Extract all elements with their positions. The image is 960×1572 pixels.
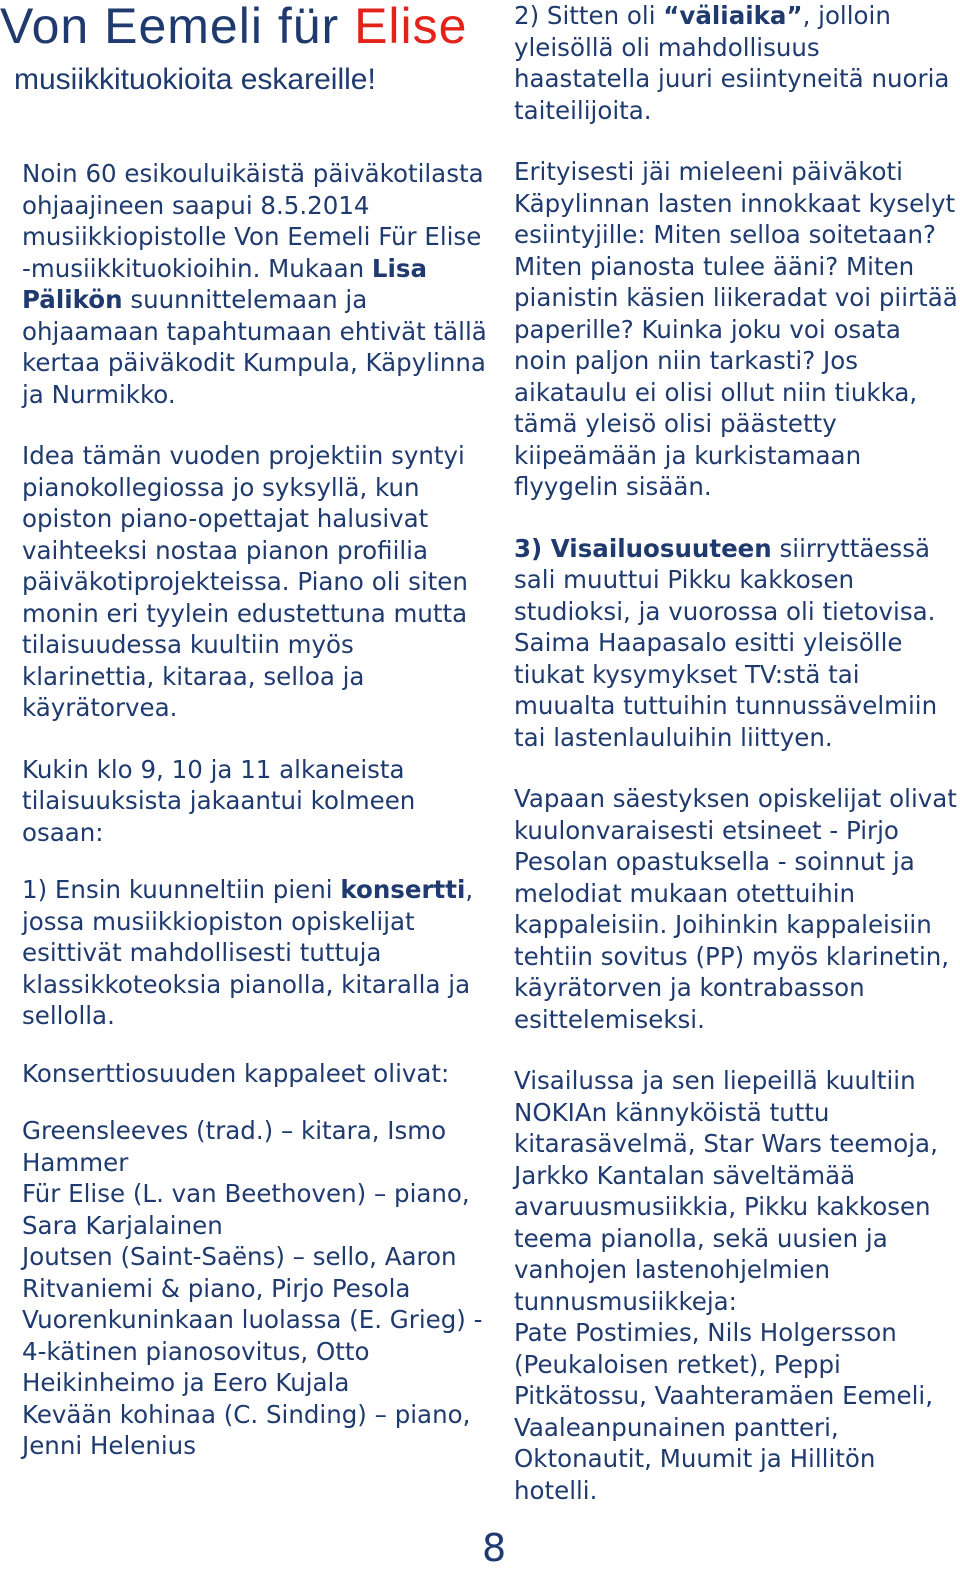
quiz-paragraph [514,533,960,754]
intro-text-a: Noin 60 esikouluikäistä päiväkotilasta ohjaajineen saapui 8.5.2014 musiikkiopistolle Von Eemeli Für Elise -musiikkituokioihin. Mukaan [22,159,484,283]
intro-bold-name: Lisa Pälikön [22,253,428,314]
intermission-text-b: , jolloin yleisöllä oli mahdollisuus haastatella juuri esiintyneitä nuoria taiteilijoita. [514,1,950,125]
intermission-paragraph [514,0,960,126]
title-part-1: Von Eemeli für [0,0,355,54]
concert-bold: konsertti [340,875,466,904]
piece-item: Vuorenkuninkaan luolassa (E. Grieg) - 4-kätinen pianosovitus, Otto Heikinheimo ja Eero Kujala [22,1305,483,1397]
subtitle: musiikkituokioita eskareille! [14,63,376,96]
piece-item: Kevään kohinaa (C. Sinding) – piano, Jenni Helenius [22,1399,471,1460]
piece-item: Joutsen (Saint-Saëns) – sello, Aaron Ritvaniemi & piano, Pirjo Pesola [22,1242,457,1303]
page-title [0,0,467,52]
idea-paragraph: Idea tämän vuoden projektiin syntyi pianokollegiossa jo syksyllä, kun opiston piano-opettajat halusivat vaihteeksi nostaa pianon profiilia päiväkotiprojekteissa. Piano oli siten monin eri tyylein edustettuna mutta tilaisuudessa kuultiin myös klarinettia, kitaraa, selloa ja käyrätorvea. [22,441,468,722]
questions-paragraph: Erityisesti jäi mieleeni päiväkoti Käpylinnan lasten innokkaat kyselyt esiintyjille: Miten selloa soitetaan? Miten pianosta tulee ääni? Miten pianistin käsien liikeradat voi piirtää paperille? Kuinka joku voi osata noin paljon niin tarkasti? Jos aikataulu ei olisi ollut niin tiukka, tämä yleisö olisi päästetty kiipeämään ja kurkistamaan flyygelin sisään. [514,157,958,501]
pieces-heading: Konserttiosuuden kappaleet olivat: [22,1058,450,1088]
accompaniment-paragraph: Vapaan säestyksen opiskelijat olivat kuulonvaraisesti etsineet - Pirjo Pesolan opastuksella - soinnut ja melodiat mukaan otettuihin kappaleisiin. Joihinkin kappaleisiin tehtiin sovitus (PP) myös klarinetin, käyrätorven ja kontrabasson esittelemiseksi. [514,784,957,1034]
piece-item: Greensleeves (trad.) – kitara, Ismo Hammer [22,1116,447,1177]
page-number: 8 [482,1526,507,1570]
piece-item: Für Elise (L. van Beethoven) – piano, Sara Karjalainen [22,1179,470,1240]
quiz-text: siirryttäessä sali muuttui Pikku kakkosen studioksi, ja vuorossa oli tietovisa. Saima Haapasalo esitti yleisölle tiukat kysymykset TV:stä tai muualta tuttuihin tunnussävelmiin tai lastenlauluihin liittyen. [514,533,938,752]
right-column [514,0,960,1506]
concert-text-b: , jossa musiikkiopiston opiskelijat esittivät mahdollisesti tuttuja klassikkoteoksia pianolla, kitaralla ja sellolla. [22,875,474,1030]
intermission-text-a: 2) Sitten oli [514,1,664,30]
concert-paragraph [22,874,492,1032]
intro-paragraph [22,158,492,410]
title-part-2: Elise [354,0,468,54]
shows-paragraph: Pate Postimies, Nils Holgersson (Peukaloisen retket), Peppi Pitkätossu, Vaahteramäen Eemeli, Vaaleanpunainen pantteri, Oktonautit, Muumit ja Hillitön hotelli. [514,1318,933,1505]
quiz-bold: 3) Visailuosuuteen [514,533,772,563]
left-column [22,158,492,1462]
music-paragraph: Visailussa ja sen liepeillä kuultiin NOKIAn kännyköistä tuttu kitarasävelmä, Star Wars teemoja, Jarkko Kantalan säveltämää avaruusmusiikkia, Pikku kakkosen teema pianolla, sekä uusien ja vanhojen lastenohjelmien tunnusmusiikkeja: [514,1066,938,1316]
parts-paragraph: Kukin klo 9, 10 ja 11 alkaneista tilaisuuksista jakaantui kolmeen osaan: [22,754,416,847]
intro-text-b: suunnittelemaan ja ohjaamaan tapahtumaan ehtivät tällä kertaa päiväkodit Kumpula, Käpylinna ja Nurmikko. [22,285,487,409]
intermission-bold: “väliaika” [663,1,803,30]
concert-text-a: 1) Ensin kuunneltiin pieni [22,875,341,904]
